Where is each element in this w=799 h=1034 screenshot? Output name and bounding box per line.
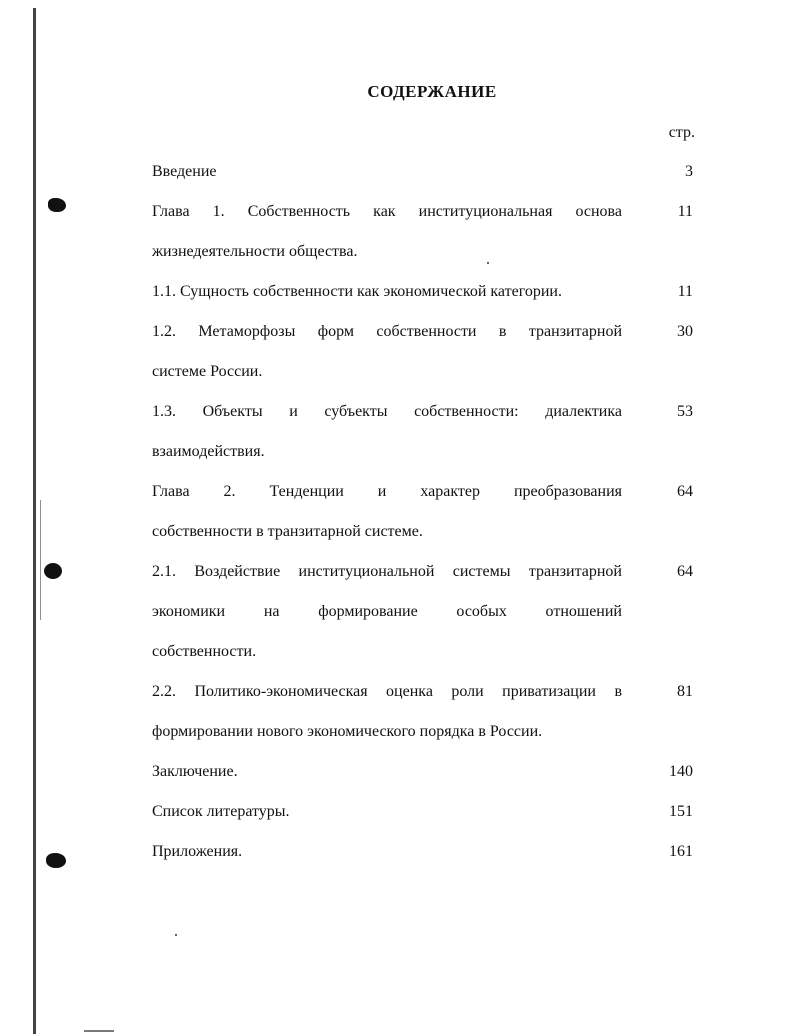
toc-entry-text: экономики на формирование особых отношений — [152, 603, 622, 620]
toc-entry-page-number: 64 — [677, 563, 693, 580]
toc-entry — [152, 672, 697, 752]
toc-entry — [152, 472, 697, 552]
toc-entry-text: формировании нового экономического порядка в России. — [152, 723, 543, 740]
toc-entry-text: 2.1. Воздействие институциональной системы транзитарной — [152, 563, 622, 580]
toc-entry-page-number: 140 — [669, 763, 693, 780]
scan-blot — [46, 853, 66, 868]
page-title: СОДЕРЖАНИЕ — [367, 82, 497, 101]
toc-entry-text: жизнедеятельности общества. — [152, 243, 358, 260]
toc-entry-text: 1.3. Объекты и субъекты собственности: диалектика — [152, 403, 622, 420]
toc-entry-text: 2.2. Политико-экономическая оценка роли приватизации в — [152, 683, 622, 700]
toc-entry-page-number: 53 — [677, 403, 693, 420]
toc-entry — [152, 152, 697, 192]
toc-entry — [152, 392, 697, 472]
toc-entry-text: 1.1. Сущность собственности как экономической категории. — [152, 283, 562, 300]
scan-bottom-mark — [84, 1030, 114, 1032]
toc-entry-page-number: 64 — [677, 483, 693, 500]
toc-entry-text: системе России. — [152, 363, 263, 380]
toc-entry-page-number: 11 — [677, 283, 693, 300]
toc-entry-page-number: 30 — [677, 323, 693, 340]
scan-edge-line — [33, 8, 36, 1034]
toc-entry-text: Глава 1. Собственность как институциональная основа — [152, 203, 622, 220]
toc-entry-page-number: 11 — [677, 203, 693, 220]
toc-entry-page-number: 3 — [685, 163, 693, 180]
toc-entry — [152, 272, 697, 312]
scan-speck — [175, 934, 177, 936]
toc-entry-text: взаимодействия. — [152, 443, 265, 460]
scan-edge-line-thin — [40, 500, 41, 620]
scan-blot — [44, 563, 62, 579]
toc-entry-text: Введение — [152, 163, 217, 180]
toc-entry — [152, 792, 697, 832]
toc-entry-text: Список литературы. — [152, 803, 290, 820]
toc-entry-text: 1.2. Метаморфозы форм собственности в транзитарной — [152, 323, 622, 340]
toc-entry-text: собственности в транзитарной системе. — [152, 523, 423, 540]
toc-entry — [152, 552, 697, 672]
toc-entry-text: Заключение. — [152, 763, 238, 780]
toc-entry-text: Глава 2. Тенденции и характер преобразования — [152, 483, 622, 500]
toc-entry-page-number: 81 — [677, 683, 693, 700]
toc-entry-text: собственности. — [152, 643, 257, 660]
scan-blot — [48, 198, 66, 212]
toc-entry — [152, 752, 697, 792]
toc-entry-page-number: 151 — [669, 803, 693, 820]
toc-entry — [152, 192, 697, 272]
toc-entry-text: Приложения. — [152, 843, 243, 860]
toc-entry — [152, 312, 697, 392]
toc-entry-page-number: 161 — [669, 843, 693, 860]
page-column-label: стр. — [668, 124, 695, 141]
toc-entry — [152, 832, 697, 872]
